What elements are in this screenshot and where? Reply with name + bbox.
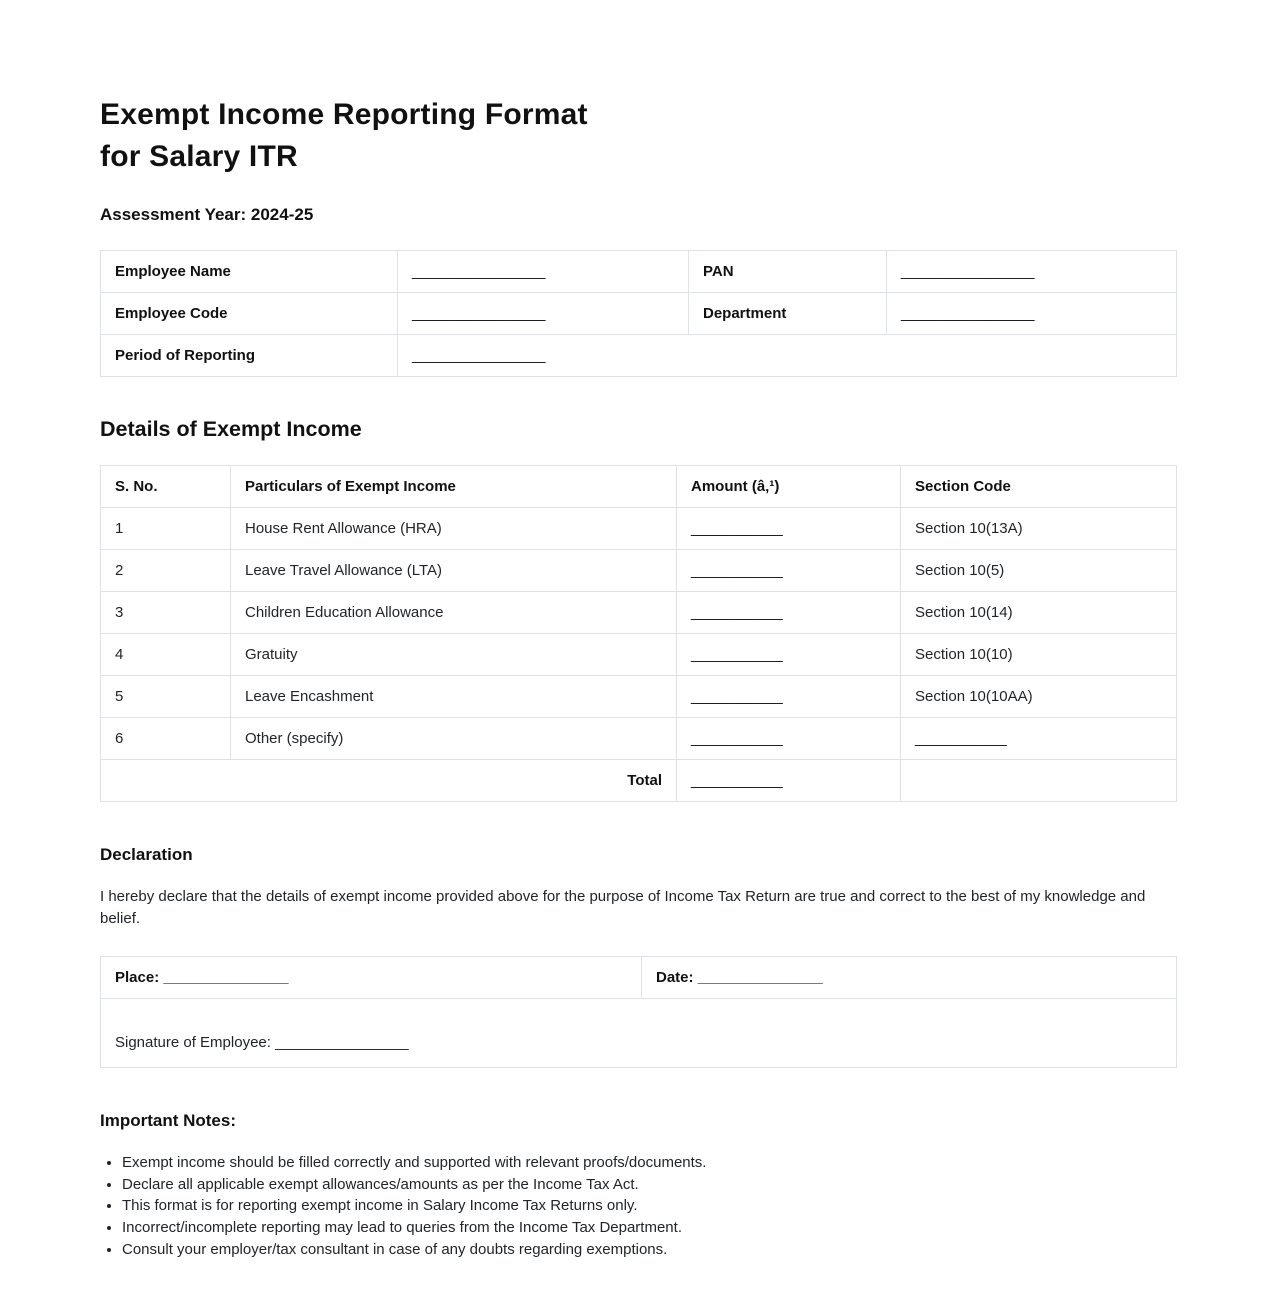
note-item: • Incorrect/incomplete reporting may lead to queries from the Income Tax Department. [122,1217,1176,1239]
particulars-cell: Other (specify) [231,718,677,760]
total-label: Total [101,760,677,802]
section-code-blank: ___________ [901,718,1177,760]
section-code-cell: Section 10(10AA) [901,676,1177,718]
total-row [101,760,1177,802]
page-title-line1: Exempt Income Reporting Format [100,98,588,131]
column-header-sno: S. No. [101,466,231,508]
employee-info-table [100,250,1177,377]
period-of-reporting-blank: ________________ [398,335,1177,377]
exempt-income-table [100,465,1177,802]
pan-blank: ________________ [887,251,1177,293]
section-code-cell: Section 10(14) [901,592,1177,634]
particulars-cell: Gratuity [231,634,677,676]
place-blank: _______________ [163,969,289,986]
amount-blank: ___________ [677,508,901,550]
date-blank: _______________ [697,969,823,986]
signature-field [101,999,1177,1068]
employee-name-blank: ________________ [398,251,689,293]
note-item: • Declare all applicable exempt allowances/amounts as per the Income Tax Act. [122,1174,1176,1196]
notes-list [100,1152,1176,1261]
amount-blank: ___________ [677,718,901,760]
table-row [101,718,1177,760]
table-row [101,634,1177,676]
signature-label: Signature of Employee: [115,1034,271,1051]
table-row [101,251,1177,293]
department-blank: ________________ [887,293,1177,335]
table-row [101,335,1177,377]
department-label: Department [689,293,887,335]
section-code-cell: Section 10(10) [901,634,1177,676]
serial-cell: 4 [101,634,231,676]
declaration-heading: Declaration [100,845,193,864]
date-field [642,957,1177,999]
table-row [101,999,1177,1068]
serial-cell: 2 [101,550,231,592]
place-label: Place: [115,969,160,986]
details-heading: Details of Exempt Income [100,417,362,441]
serial-cell: 6 [101,718,231,760]
particulars-cell: House Rent Allowance (HRA) [231,508,677,550]
particulars-cell: Children Education Allowance [231,592,677,634]
date-label: Date: [656,969,694,986]
employee-name-label: Employee Name [101,251,398,293]
place-date-table [100,956,1177,1068]
employee-code-blank: ________________ [398,293,689,335]
particulars-cell: Leave Encashment [231,676,677,718]
total-section-empty [901,760,1177,802]
serial-cell: 5 [101,676,231,718]
table-row [101,508,1177,550]
serial-cell: 3 [101,592,231,634]
employee-code-label: Employee Code [101,293,398,335]
table-row [101,592,1177,634]
section-code-cell: Section 10(13A) [901,508,1177,550]
column-header-section-code: Section Code [901,466,1177,508]
total-amount-blank: ___________ [677,760,901,802]
notes-heading: Important Notes: [100,1111,236,1130]
amount-blank: ___________ [677,634,901,676]
note-item: • Consult your employer/tax consultant in case of any doubts regarding exemptions. [122,1239,1176,1261]
table-row [101,293,1177,335]
pan-label: PAN [689,251,887,293]
page-title [100,94,1176,178]
signature-blank: ________________ [275,1034,409,1051]
serial-cell: 1 [101,508,231,550]
table-header-row [101,466,1177,508]
declaration-text: I hereby declare that the details of exempt income provided above for the purpose of Income Tax Return are true and correct to the best of my knowledge and belief. [100,888,1146,927]
amount-blank: ___________ [677,550,901,592]
amount-blank: ___________ [677,592,901,634]
assessment-year: Assessment Year: 2024-25 [100,205,314,224]
note-item: • This format is for reporting exempt income in Salary Income Tax Returns only. [122,1195,1176,1217]
section-code-cell: Section 10(5) [901,550,1177,592]
table-row [101,550,1177,592]
column-header-particulars: Particulars of Exempt Income [231,466,677,508]
column-header-amount: Amount (â‚¹) [677,466,901,508]
page-title-line2: for Salary ITR [100,140,298,173]
period-of-reporting-label: Period of Reporting [101,335,398,377]
table-row [101,676,1177,718]
table-row [101,957,1177,999]
amount-blank: ___________ [677,676,901,718]
place-field [101,957,642,999]
note-item: • Exempt income should be filled correctly and supported with relevant proofs/documents. [122,1152,1176,1174]
particulars-cell: Leave Travel Allowance (LTA) [231,550,677,592]
